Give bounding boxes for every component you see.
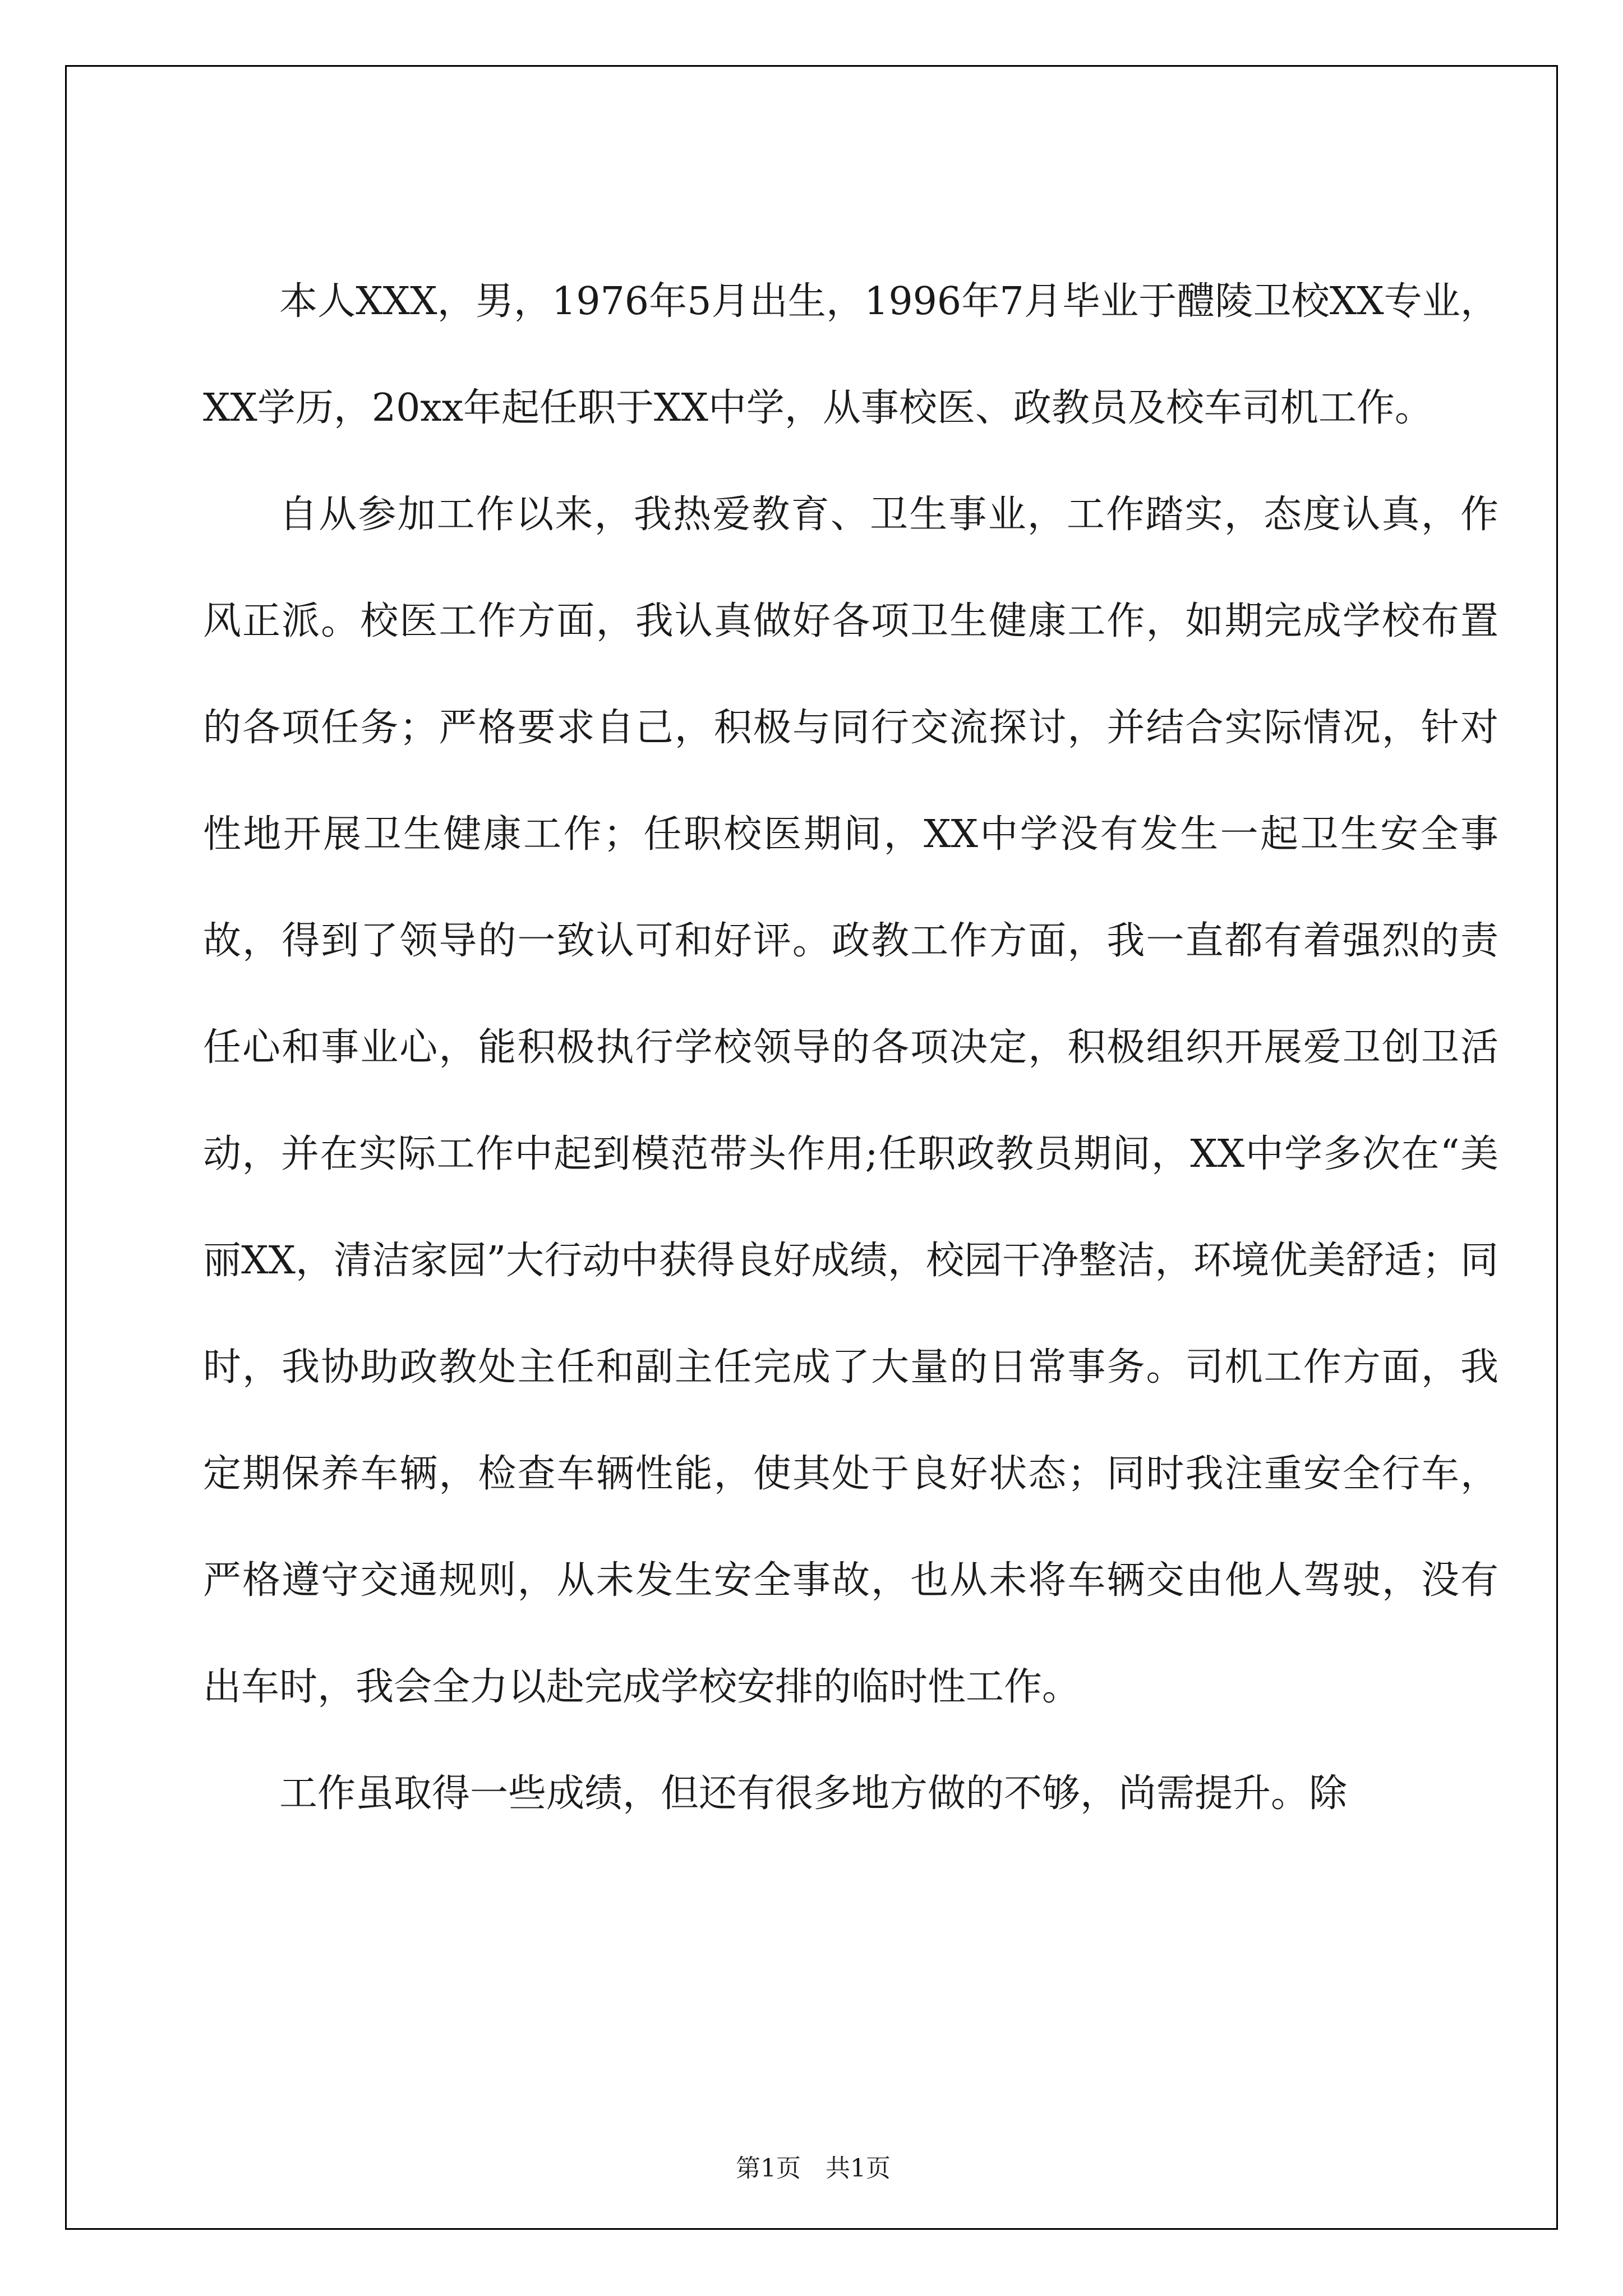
document-body (203, 67, 1498, 1847)
paragraph-1: 本人XXX，男，1976年5月出生，1996年7月毕业于醴陵卫校XX专业，XX学历，20xx年起任职于XX中学，从事校医、政教员及校车司机工作。 (203, 279, 1498, 430)
page-frame (65, 65, 1558, 2230)
page-footer: 第1页 共1页 (736, 2154, 891, 2183)
paragraph-2: 自从参加工作以来，我热爱教育、卫生事业，工作踏实，态度认真，作风正派。校医工作方面，我认真做好各项卫生健康工作，如期完成学校布置的各项任务；严格要求自己，积极与同行交流探讨，并结合实际情况，针对性地开展卫生健康工作；任职校医期间，XX中学没有发生一起卫生安全事故，得到了领导的一致认可和好评。政教工作方面，我一直都有着强烈的责任心和事业心，能积极执行学校领导的各项决定，积极组织开展爱卫创卫活动，并在实际工作中起到模范带头作用;任职政教员期间，XX中学多次在“美丽XX，清洁家园”大行动中获得良好成绩，校园干净整洁，环境优美舒适；同时，我协助政教处主任和副主任完成了大量的日常事务。司机工作方面，我定期保养车辆，检查车辆性能，使其处于良好状态；同时我注重安全行车，严格遵守交通规则，从未发生安全事故，也从未将车辆交由他人驾驶，没有出车时，我会全力以赴完成学校安排的临时性工作。 (203, 493, 1498, 1709)
paragraph-3: 工作虽取得一些成绩，但还有很多地方做的不够，尚需提升。除 (279, 1772, 1348, 1816)
